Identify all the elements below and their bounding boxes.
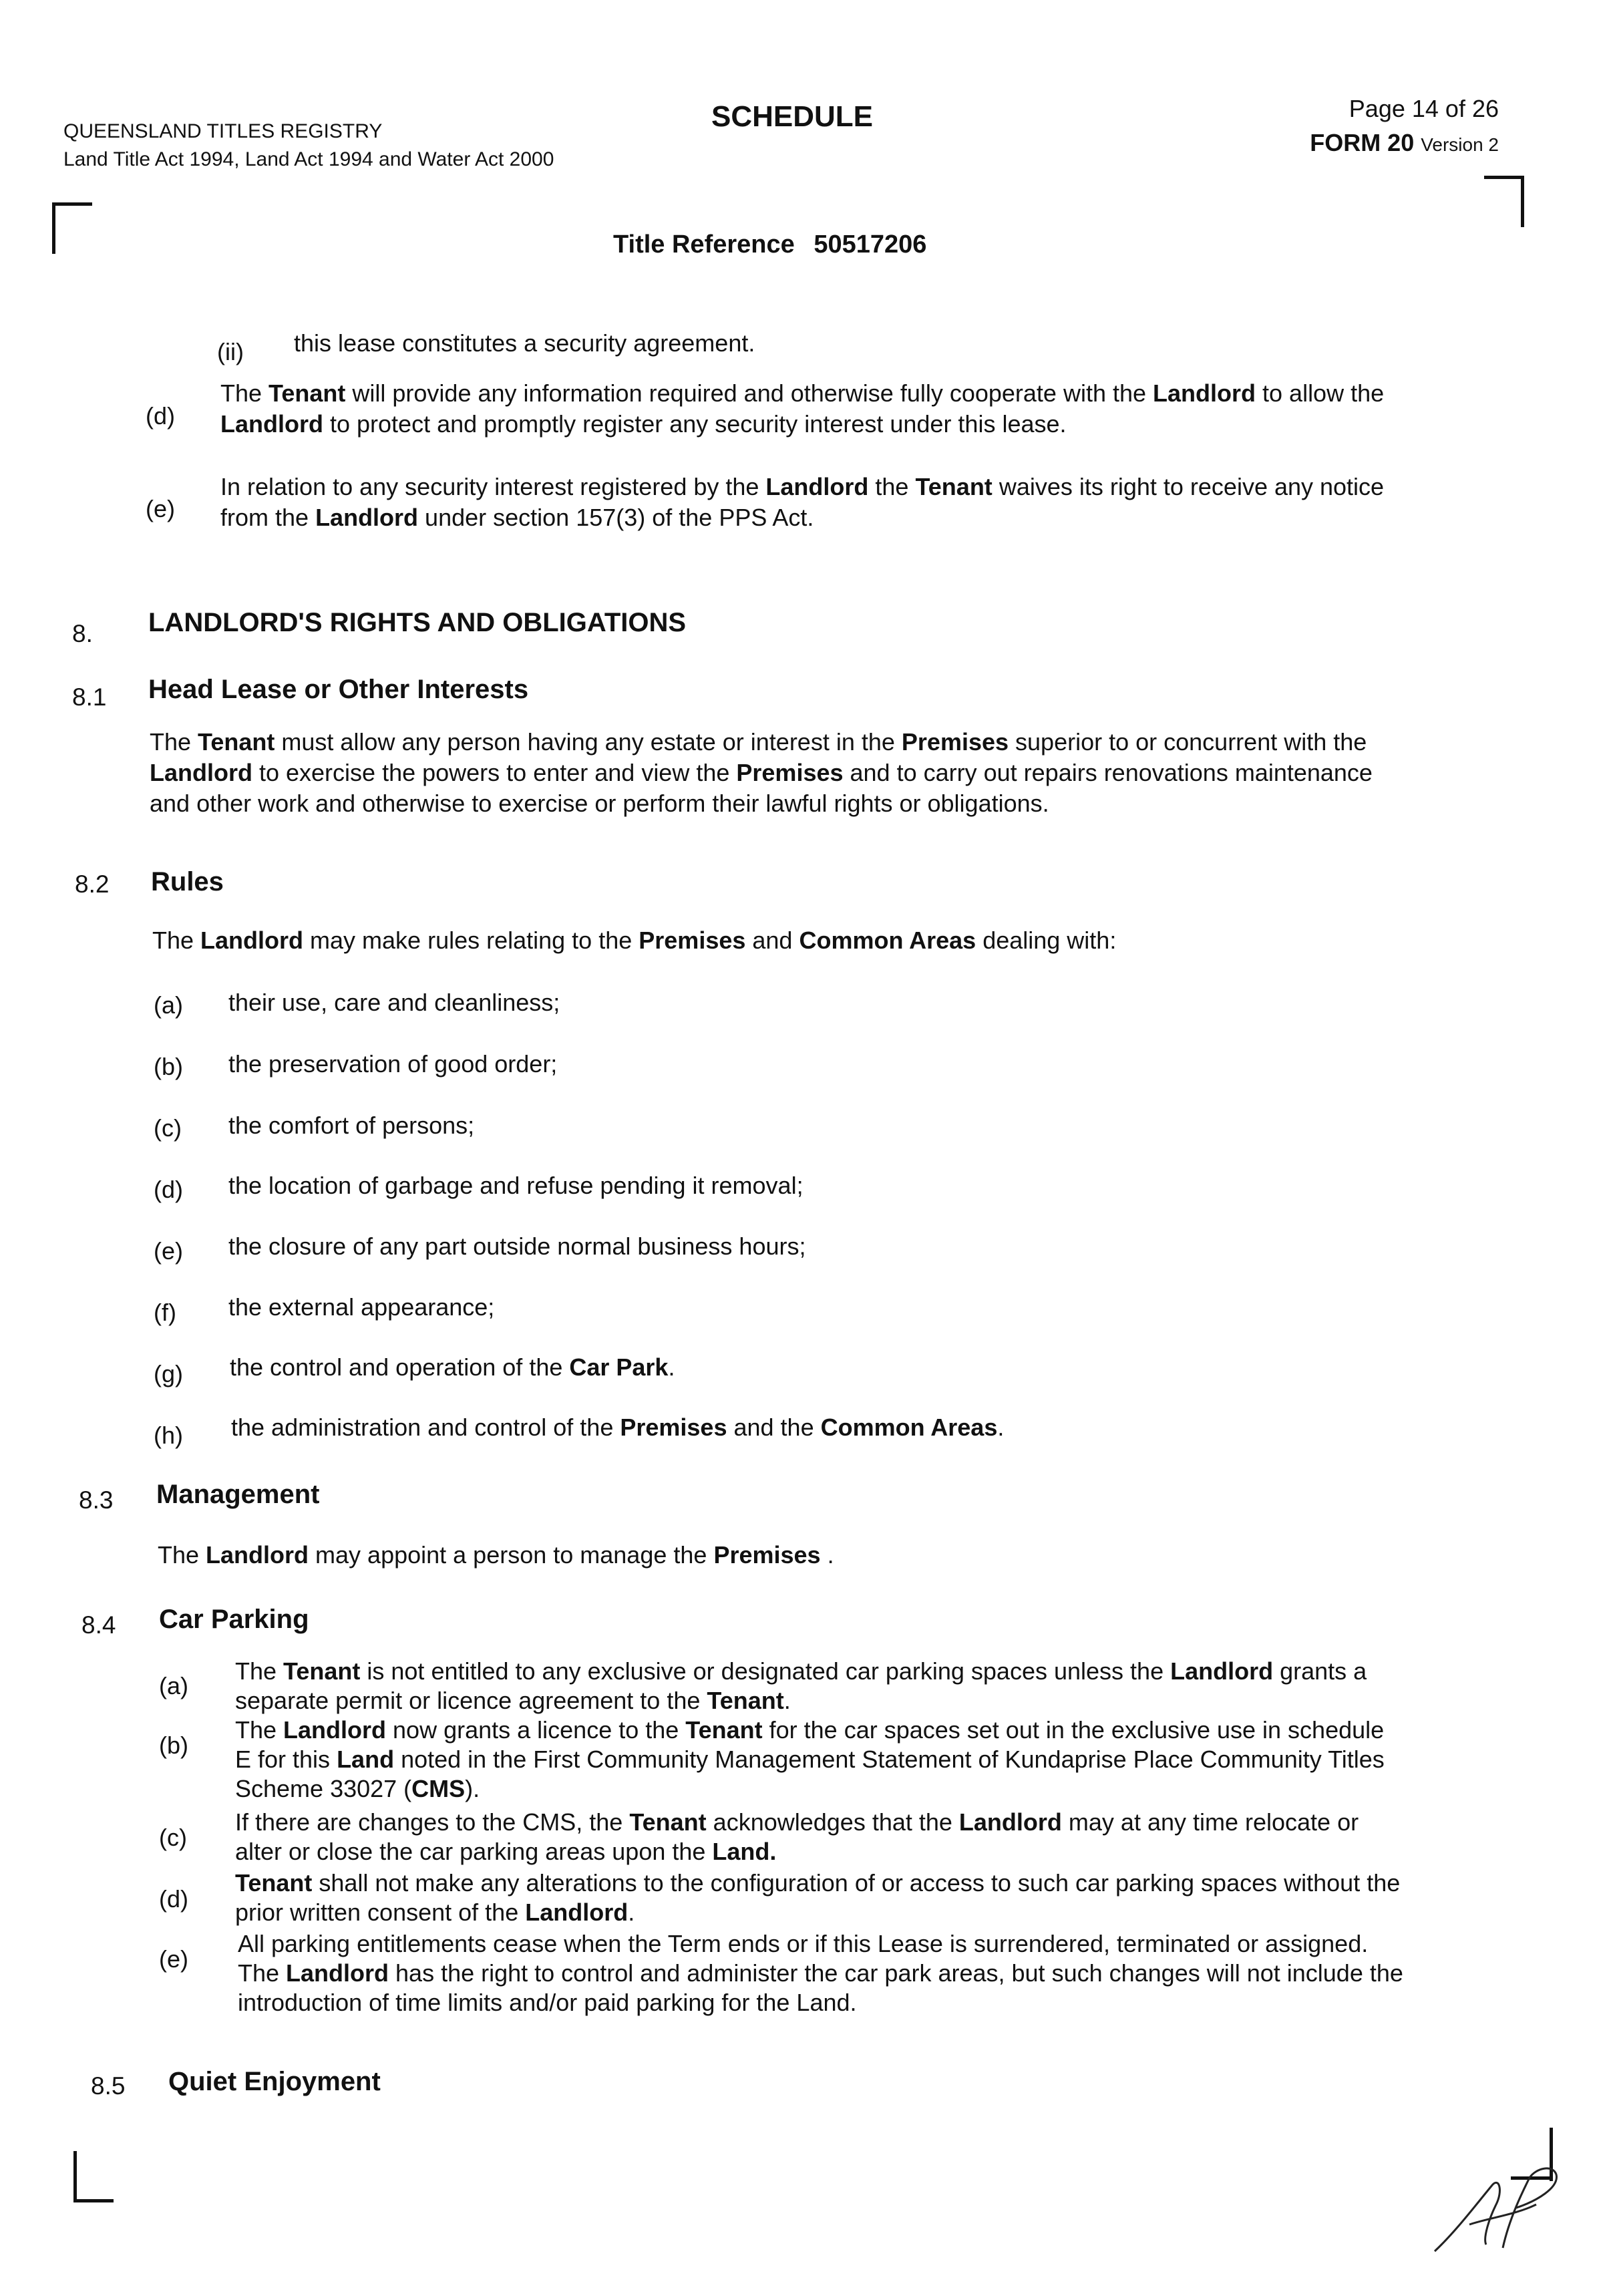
term-tenant: Tenant (269, 379, 346, 407)
term-common-areas: Common Areas (799, 927, 976, 954)
clause-7d-label: (d) (146, 402, 175, 430)
term-landlord: Landlord (315, 504, 419, 532)
term-premises: Premises (620, 1414, 727, 1441)
rule-text: the external appearance; (228, 1293, 495, 1321)
term-landlord: Landlord (220, 410, 323, 438)
term-tenant: Tenant (915, 473, 993, 500)
section-8-2-number: 8.2 (75, 870, 110, 898)
clause-7e-text: In relation to any security interest registered by the Landlord the Tenant waives its right to receive any notice from the Landlord under section 157(3) of the PPS Act. (220, 473, 1385, 532)
term-land: Land (337, 1745, 395, 1773)
section-8-3-number: 8.3 (79, 1486, 114, 1514)
term-common-areas: Common Areas (820, 1414, 998, 1441)
parking-text: If there are changes to the CMS, the Tenant acknowledges that the Landlord may at any time relocate or alter or close the car parking areas upon the Land. (235, 1808, 1359, 1865)
section-8-3-title: Management (156, 1480, 320, 1509)
acts-line: Land Title Act 1994, Land Act 1994 and Water Act 2000 (63, 148, 554, 170)
term-landlord: Landlord (958, 1808, 1062, 1836)
term-tenant: Tenant (685, 1716, 763, 1744)
rule-text: the control and operation of the Car Park. (230, 1353, 675, 1381)
section-8-2-intro: The Landlord may make rules relating to the Premises and Common Areas dealing with: (152, 927, 1117, 954)
section-8-4-title: Car Parking (159, 1605, 309, 1634)
parking-label: (b) (159, 1732, 188, 1759)
parking-label: (a) (159, 1672, 188, 1699)
version-label: Version 2 (1421, 134, 1499, 155)
corner-mark-top-left (52, 202, 92, 254)
rule-label: (e) (154, 1237, 183, 1265)
rule-label: (h) (154, 1422, 183, 1449)
term-land: Land. (712, 1837, 777, 1865)
term-landlord: Landlord (286, 1959, 389, 1987)
corner-mark-bottom-left (73, 2151, 114, 2202)
rule-label: (b) (154, 1053, 183, 1080)
term-cms: CMS (411, 1774, 466, 1802)
section-8-title: LANDLORD'S RIGHTS AND OBLIGATIONS (148, 608, 687, 637)
clause-7e-label: (e) (146, 495, 175, 522)
section-8-1-number: 8.1 (72, 683, 107, 711)
rule-text: the comfort of persons; (228, 1112, 475, 1139)
term-premises: Premises (901, 728, 1009, 756)
schedule-heading: SCHEDULE (711, 100, 874, 133)
term-premises: Premises (736, 759, 844, 787)
title-reference (613, 230, 926, 259)
term-premises: Premises (639, 927, 746, 954)
parking-label: (d) (159, 1885, 188, 1913)
term-tenant: Tenant (283, 1657, 361, 1685)
rule-text: the closure of any part outside normal business hours; (228, 1233, 806, 1260)
rule-text: the location of garbage and refuse pending it removal; (228, 1172, 803, 1199)
term-landlord: Landlord (206, 1541, 309, 1569)
rule-text: the administration and control of the Premises and the Common Areas. (231, 1414, 1005, 1441)
section-8-3-body: The Landlord may appoint a person to manage the Premises . (158, 1541, 834, 1569)
form-name: FORM 20 (1310, 129, 1415, 156)
term-landlord: Landlord (1170, 1657, 1274, 1685)
clause-7d-text: The Tenant will provide any information required and otherwise fully cooperate with the Landlord to allow the Landlord to protect and promptly register any security interest under this lease. (220, 379, 1385, 438)
section-8-1-title: Head Lease or Other Interests (148, 675, 529, 704)
term-tenant: Tenant (707, 1686, 784, 1714)
section-8-5-title: Quiet Enjoyment (168, 2067, 381, 2096)
parking-text: All parking entitlements cease when the Term ends or if this Lease is surrendered, terminated or assigned. The Landlord has the right to control and administer the car park areas, but such changes will not include the introduction of time limits and/or paid parking for the Land. (238, 1930, 1403, 2016)
corner-mark-top-right (1484, 176, 1524, 227)
rule-label: (a) (154, 991, 183, 1019)
title-reference-label: Title Reference (613, 230, 795, 259)
section-8-number: 8. (72, 620, 93, 647)
term-landlord: Landlord (525, 1898, 629, 1926)
section-8-4-number: 8.4 (81, 1611, 116, 1639)
rule-label: (d) (154, 1176, 183, 1203)
term-car-park: Car Park (569, 1353, 669, 1381)
term-landlord: Landlord (765, 473, 869, 500)
term-tenant: Tenant (235, 1869, 313, 1897)
rule-label: (f) (154, 1299, 176, 1326)
parking-text: Tenant shall not make any alterations to the configuration of or access to such car parking spaces without the prior written consent of the Landlord. (235, 1869, 1401, 1926)
parking-text: The Tenant is not entitled to any exclusive or designated car parking spaces unless the Landlord grants a separate permit or licence agreement to the Tenant. (235, 1657, 1367, 1714)
section-8-5-number: 8.5 (91, 2072, 126, 2100)
term-landlord: Landlord (283, 1716, 387, 1744)
term-premises: Premises (713, 1541, 821, 1569)
title-reference-value: 50517206 (814, 230, 927, 259)
parking-label: (e) (159, 1945, 188, 1973)
rule-label: (g) (154, 1360, 183, 1387)
term-landlord: Landlord (150, 759, 252, 787)
term-landlord: Landlord (1153, 379, 1256, 407)
page-number: Page 14 of 26 (1349, 95, 1499, 122)
section-8-2-title: Rules (151, 867, 224, 896)
rule-text: their use, care and cleanliness; (228, 989, 560, 1016)
rule-label: (c) (154, 1114, 182, 1142)
term-tenant: Tenant (198, 728, 275, 756)
signature-initials (1429, 2151, 1590, 2258)
clause-ii-label: (ii) (217, 338, 244, 365)
term-tenant: Tenant (629, 1808, 707, 1836)
clause-ii-text: this lease constitutes a security agreement. (294, 329, 755, 357)
section-8-1-body: The Tenant must allow any person having any estate or interest in the Premises superior to or concurrent with the Landlord to exercise the powers to enter and view the Premises and to carry out repairs renovations maintenance and other work and otherwise to exercise or perform their lawful rights or obligations. (150, 728, 1373, 818)
registry-name: QUEENSLAND TITLES REGISTRY (63, 120, 383, 142)
form-version (1310, 129, 1499, 157)
parking-label: (c) (159, 1824, 187, 1851)
parking-text: The Landlord now grants a licence to the Tenant for the car spaces set out in the exclusive use in schedule E for this Land noted in the First Community Management Statement of Kundaprise Place Community Titles Scheme 33027 (CMS). (235, 1716, 1385, 1802)
rule-text: the preservation of good order; (228, 1050, 558, 1078)
term-landlord: Landlord (200, 927, 304, 954)
